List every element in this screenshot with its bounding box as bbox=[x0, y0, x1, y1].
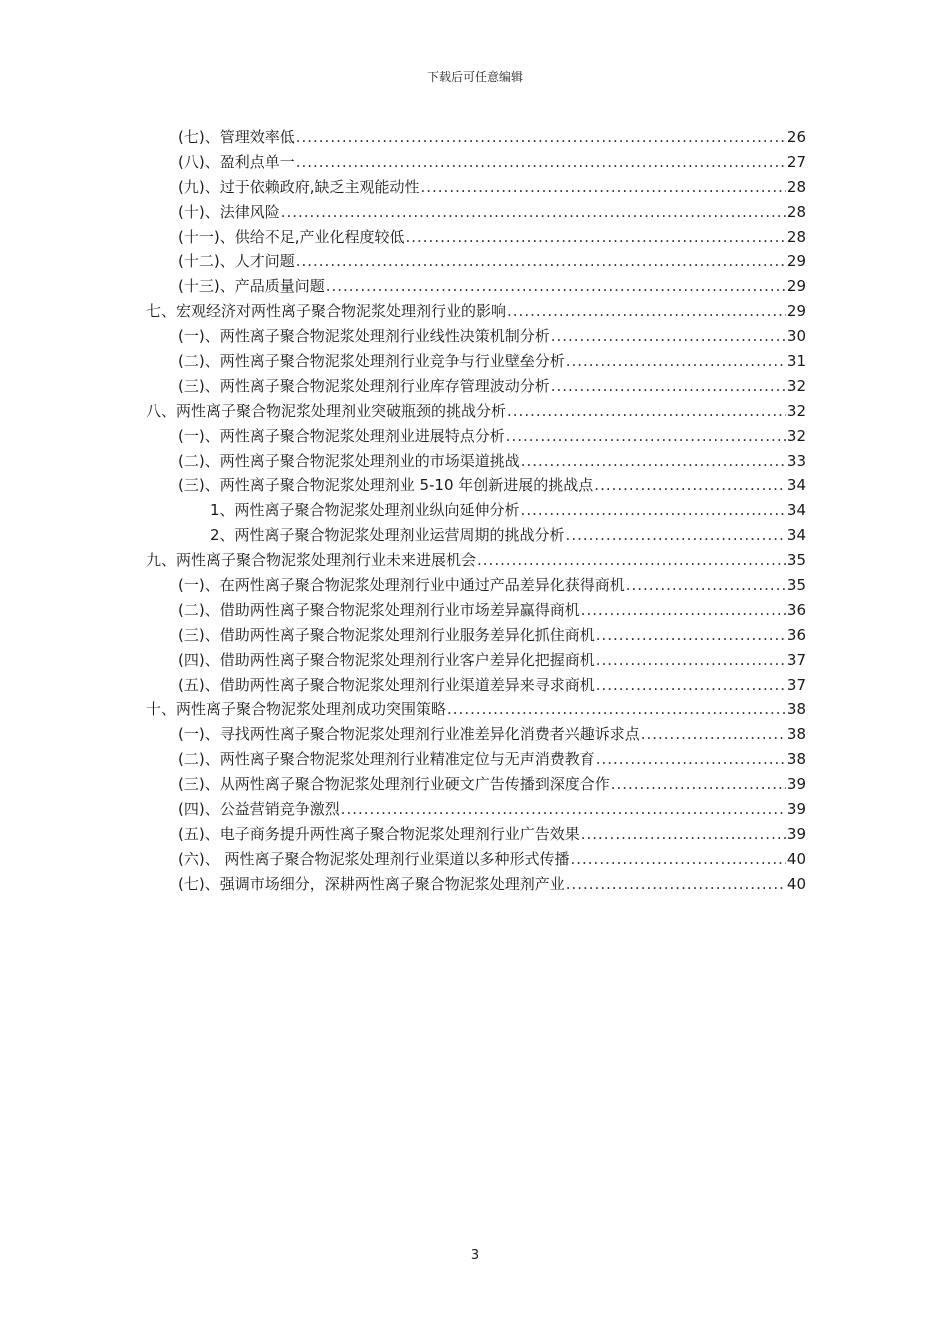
toc-entry[interactable] bbox=[146, 375, 806, 400]
toc-entry-title: 十、两性离子聚合物泥浆处理剂成功突围策略 bbox=[146, 700, 447, 719]
toc-dot-leader bbox=[341, 800, 786, 818]
toc-dot-leader bbox=[596, 651, 786, 669]
toc-entry-page: 34 bbox=[786, 476, 806, 495]
page-number: 3 bbox=[470, 1248, 480, 1263]
toc-entry-title: 八、两性离子聚合物泥浆处理剂业突破瓶颈的挑战分析 bbox=[146, 401, 507, 420]
toc-entry-title: (七)、管理效率低 bbox=[178, 128, 295, 146]
toc-entry-title: (六)、 两性离子聚合物泥浆处理剂行业渠道以多种形式传播 bbox=[178, 849, 570, 868]
toc-entry[interactable] bbox=[146, 300, 806, 325]
toc-entry-page: 32 bbox=[786, 376, 806, 395]
toc-entry[interactable] bbox=[146, 499, 806, 524]
toc-entry-title: (二)、两性离子聚合物泥浆处理剂行业竞争与行业壁垒分析 bbox=[178, 352, 565, 371]
toc-dot-leader bbox=[566, 875, 786, 893]
toc-dot-leader bbox=[405, 228, 785, 246]
toc-entry-title: (十三)、产品质量问题 bbox=[178, 277, 325, 296]
toc-entry-page: 36 bbox=[786, 625, 806, 644]
toc-entry-page: 26 bbox=[786, 128, 806, 146]
toc-dot-leader bbox=[581, 825, 786, 843]
toc-entry[interactable] bbox=[146, 151, 806, 176]
toc-dot-leader bbox=[296, 128, 786, 146]
toc-entry-page: 40 bbox=[786, 849, 806, 868]
toc-entry-page: 39 bbox=[786, 824, 806, 843]
toc-dot-leader bbox=[420, 178, 785, 196]
toc-entry-title: (三)、两性离子聚合物泥浆处理剂业 5-10 年创新进展的挑战点 bbox=[178, 476, 594, 495]
toc-entry-page: 38 bbox=[786, 700, 806, 719]
toc-dot-leader bbox=[281, 203, 786, 221]
toc-entry[interactable] bbox=[146, 176, 806, 201]
toc-entry-page: 31 bbox=[786, 352, 806, 371]
toc-entry[interactable] bbox=[146, 450, 806, 475]
toc-entry-page: 39 bbox=[786, 775, 806, 794]
toc-entry-title: 1、两性离子聚合物泥浆处理剂业纵向延伸分析 bbox=[210, 501, 520, 520]
toc-entry-page: 27 bbox=[786, 152, 806, 171]
toc-entry-page: 32 bbox=[786, 401, 806, 420]
toc-dot-leader bbox=[551, 327, 786, 345]
toc-entry[interactable] bbox=[146, 524, 806, 549]
toc-entry-page: 37 bbox=[786, 675, 806, 694]
toc-entry[interactable] bbox=[146, 723, 806, 748]
toc-entry-page: 30 bbox=[786, 327, 806, 346]
toc-dot-leader bbox=[521, 501, 786, 519]
toc-entry-title: (三)、两性离子聚合物泥浆处理剂行业库存管理波动分析 bbox=[178, 376, 550, 395]
toc-entry[interactable] bbox=[146, 549, 806, 574]
toc-entry[interactable] bbox=[146, 674, 806, 699]
toc-entry-page: 29 bbox=[786, 252, 806, 271]
toc-entry[interactable] bbox=[146, 798, 806, 823]
toc-entry-page: 39 bbox=[786, 800, 806, 819]
toc-entry[interactable] bbox=[146, 400, 806, 425]
toc-entry[interactable] bbox=[146, 425, 806, 450]
toc-entry[interactable] bbox=[146, 201, 806, 226]
toc-dot-leader bbox=[626, 576, 786, 594]
toc-dot-leader bbox=[641, 725, 786, 743]
toc-entry-title: (五)、借助两性离子聚合物泥浆处理剂行业渠道差异来寻求商机 bbox=[178, 675, 595, 694]
toc-entry-page: 28 bbox=[786, 177, 806, 196]
toc-dot-leader bbox=[507, 302, 786, 320]
toc-entry-title: (七)、强调市场细分，深耕两性离子聚合物泥浆处理剂产业 bbox=[178, 874, 565, 893]
toc-dot-leader bbox=[611, 775, 786, 793]
toc-entry-page: 35 bbox=[786, 576, 806, 595]
toc-entry-title: (九)、过于依赖政府,缺乏主观能动性 bbox=[178, 177, 420, 196]
toc-dot-leader bbox=[596, 750, 786, 768]
toc-entry-page: 37 bbox=[786, 650, 806, 669]
toc-dot-leader bbox=[477, 551, 786, 569]
toc-entry[interactable] bbox=[146, 873, 806, 898]
toc-dot-leader bbox=[596, 676, 786, 694]
toc-dot-leader bbox=[296, 153, 786, 171]
toc-entry[interactable] bbox=[146, 250, 806, 275]
toc-entry[interactable] bbox=[146, 574, 806, 599]
toc-entry-page: 29 bbox=[786, 277, 806, 296]
toc-entry-page: 33 bbox=[786, 451, 806, 470]
toc-entry-title: (二)、借助两性离子聚合物泥浆处理剂行业市场差异赢得商机 bbox=[178, 600, 580, 619]
toc-entry-title: (一)、两性离子聚合物泥浆处理剂业进展特点分析 bbox=[178, 426, 505, 445]
toc-entry-title: (十)、法律风险 bbox=[178, 202, 280, 221]
toc-entry-page: 34 bbox=[786, 501, 806, 520]
toc-entry-page: 28 bbox=[786, 227, 806, 246]
toc-entry-title: 七、宏观经济对两性离子聚合物泥浆处理剂行业的影响 bbox=[146, 302, 507, 321]
toc-entry-page: 38 bbox=[786, 725, 806, 744]
toc-entry-page: 32 bbox=[786, 426, 806, 445]
toc-entry-page: 29 bbox=[786, 302, 806, 321]
toc-dot-leader bbox=[594, 476, 786, 494]
toc-dot-leader bbox=[507, 402, 786, 420]
toc-entry[interactable] bbox=[146, 624, 806, 649]
toc-entry-title: (五)、电子商务提升两性离子聚合物泥浆处理剂行业广告效果 bbox=[178, 824, 580, 843]
toc-entry-title: (十二)、人才问题 bbox=[178, 252, 295, 271]
toc-entry-title: (一)、两性离子聚合物泥浆处理剂行业线性决策机制分析 bbox=[178, 327, 550, 346]
toc-entry[interactable] bbox=[146, 599, 806, 624]
toc-entry[interactable] bbox=[146, 275, 806, 300]
toc-entry[interactable] bbox=[146, 848, 806, 873]
toc-entry-page: 38 bbox=[786, 750, 806, 769]
toc-dot-leader bbox=[566, 526, 786, 544]
toc-dot-leader bbox=[506, 427, 786, 445]
toc-entry[interactable] bbox=[146, 698, 806, 723]
toc-dot-leader bbox=[551, 377, 786, 395]
toc-entry-page: 35 bbox=[786, 551, 806, 570]
toc-entry-title: (一)、寻找两性离子聚合物泥浆处理剂行业准差异化消费者兴趣诉求点 bbox=[178, 725, 640, 744]
toc-entry[interactable] bbox=[146, 226, 806, 251]
table-of-contents bbox=[146, 126, 806, 898]
toc-entry-title: (四)、公益营销竞争激烈 bbox=[178, 800, 340, 819]
toc-entry-title: (二)、两性离子聚合物泥浆处理剂业的市场渠道挑战 bbox=[178, 451, 520, 470]
toc-entry[interactable] bbox=[146, 823, 806, 848]
toc-entry-page: 36 bbox=[786, 600, 806, 619]
toc-entry-title: (三)、借助两性离子聚合物泥浆处理剂行业服务差异化抓住商机 bbox=[178, 625, 595, 644]
toc-entry[interactable] bbox=[146, 474, 806, 499]
toc-entry[interactable] bbox=[146, 350, 806, 375]
toc-dot-leader bbox=[521, 452, 786, 470]
toc-entry-title: (三)、从两性离子聚合物泥浆处理剂行业硬文广告传播到深度合作 bbox=[178, 775, 610, 794]
toc-entry-title: (四)、借助两性离子聚合物泥浆处理剂行业客户差异化把握商机 bbox=[178, 650, 595, 669]
toc-entry[interactable] bbox=[146, 325, 806, 350]
toc-dot-leader bbox=[596, 626, 786, 644]
toc-dot-leader bbox=[326, 277, 786, 295]
toc-entry-page: 40 bbox=[786, 874, 806, 893]
toc-entry-title: (八)、盈利点单一 bbox=[178, 152, 295, 171]
toc-dot-leader bbox=[570, 850, 785, 868]
toc-dot-leader bbox=[447, 700, 786, 718]
toc-entry-title: (十一)、供给不足,产业化程度较低 bbox=[178, 227, 405, 246]
toc-entry-title: 九、两性离子聚合物泥浆处理剂行业未来进展机会 bbox=[146, 551, 477, 570]
toc-dot-leader bbox=[566, 352, 786, 370]
toc-entry[interactable] bbox=[146, 649, 806, 674]
toc-entry-page: 34 bbox=[786, 526, 806, 545]
toc-entry[interactable] bbox=[146, 773, 806, 798]
toc-entry-title: (一)、在两性离子聚合物泥浆处理剂行业中通过产品差异化获得商机 bbox=[178, 576, 625, 595]
toc-entry-page: 28 bbox=[786, 202, 806, 221]
toc-dot-leader bbox=[296, 252, 786, 270]
page-header: 下载后可任意编辑 bbox=[426, 70, 523, 84]
toc-entry[interactable] bbox=[146, 748, 806, 773]
toc-entry-title: (二)、两性离子聚合物泥浆处理剂行业精准定位与无声消费教育 bbox=[178, 750, 595, 769]
toc-entry-title: 2、两性离子聚合物泥浆处理剂业运营周期的挑战分析 bbox=[210, 526, 565, 545]
toc-entry[interactable] bbox=[146, 126, 806, 151]
toc-dot-leader bbox=[581, 601, 786, 619]
